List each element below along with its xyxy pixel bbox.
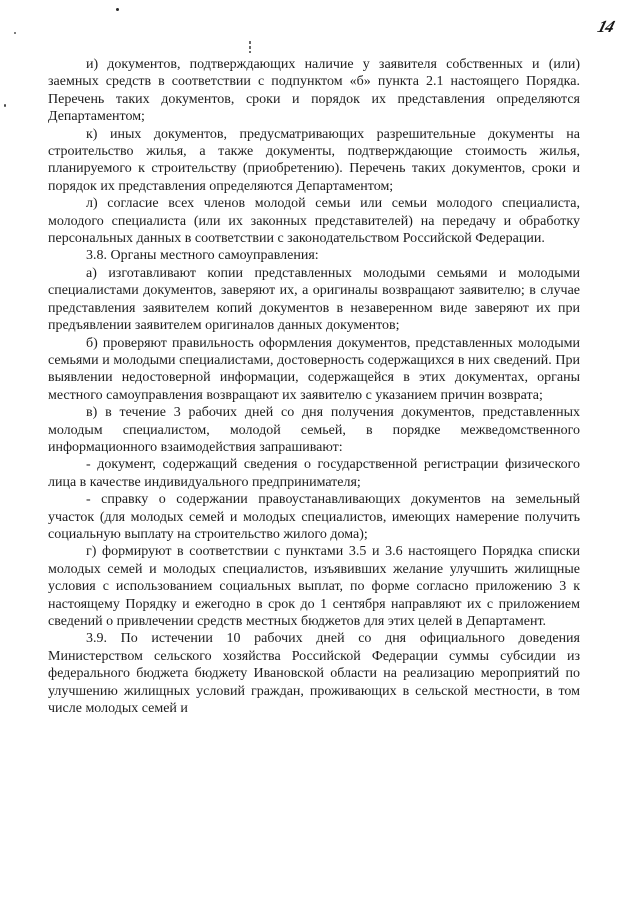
paragraph-dash-item-document: - документ, содержащий сведения о государственной регистрации физического лица в качестве индивидуального предпринимателя; [48, 457, 580, 490]
paragraph-subitem-b: б) проверяют правильность оформления документов, представленных молодыми семьями и молодыми специалистами, достоверность содержащихся в них сведений. При выявлении недостоверной информации, содержащейся в этих документах, органы местного самоуправления возвращают их заявителю с указанием причин возврата; [48, 335, 580, 403]
paragraph-clause-3-8: 3.8. Органы местного самоуправления: [86, 248, 319, 264]
scan-speck [14, 32, 16, 34]
paragraph-subitem-a: а) изготавливают копии представленных молодыми семьями и молодыми специалистами документов, заверяют их, а оригиналы возвращают заявителю; в случае представления заявителем копий документов в незаверенном виде заверяют их при предъявлении заявителем оригиналов данных документов; [48, 265, 580, 334]
scan-speck [116, 8, 119, 11]
paragraph-subitem-g: г) формируют в соответствии с пунктами 3.5 и 3.6 настоящего Порядка списки молодых семей и молодых специалистов, изъявивших желание улучшить жилищные условия с использованием социальных выплат, по форме согласно приложению 3 к настоящему Порядку и ежегодно в срок до 1 сентября направляют их с приложением сведений о привлечении средств местных бюджетов для этих целей в Департамент. [48, 544, 580, 629]
paragraph-subitem-v: в) в течение 3 рабочих дней со дня получения документов, представленных молодым специалистом, молодой семьей, в порядке межведомственного информационного взаимодействия запрашивают: [48, 405, 580, 455]
paragraph-subitem-k: к) иных документов, предусматривающих разрешительные документы на строительство жилья, а также документы, подтверждающие стоимость жилья, планируемого к строительству (приобретению). Перечень таких документов, сроки и порядок их представления определяются Департаментом; [48, 126, 580, 194]
scan-speck [4, 104, 6, 107]
document-body-text [48, 56, 580, 717]
paragraph-dash-item-spravka: - справку о содержании правоустанавливающих документов на земельный участок (для молодых семей и молодых специалистов, имеющих намерение получить социальную выплату на строительство жилого дома); [48, 492, 580, 542]
paragraph-subitem-i: и) документов, подтверждающих наличие у заявителя собственных и (или) заемных средств в соответствии с подпунктом «б» пункта 2.1 настоящего Порядка. Перечень таких документов, сроки и порядок их представления определяются Департаментом; [48, 57, 580, 125]
paragraph-subitem-l: л) согласие всех членов молодой семьи или семьи молодого специалиста, молодого специалиста (или их законных представителей) на передачу и обработку персональных данных в соответствии с законодательством Российской Федерации. [48, 196, 580, 247]
scan-dash-artifact [249, 41, 251, 53]
paragraph-clause-3-9: 3.9. По истечении 10 рабочих дней со дня официального доведения Министерством сельского хозяйства Российской Федерации суммы субсидии из федерального бюджета бюджету Ивановской области на реализацию мероприятий по улучшению жилищных условий граждан, проживающих в сельской местности, в том числе молодых семей и [48, 631, 580, 717]
page-number: 14 [595, 17, 616, 36]
